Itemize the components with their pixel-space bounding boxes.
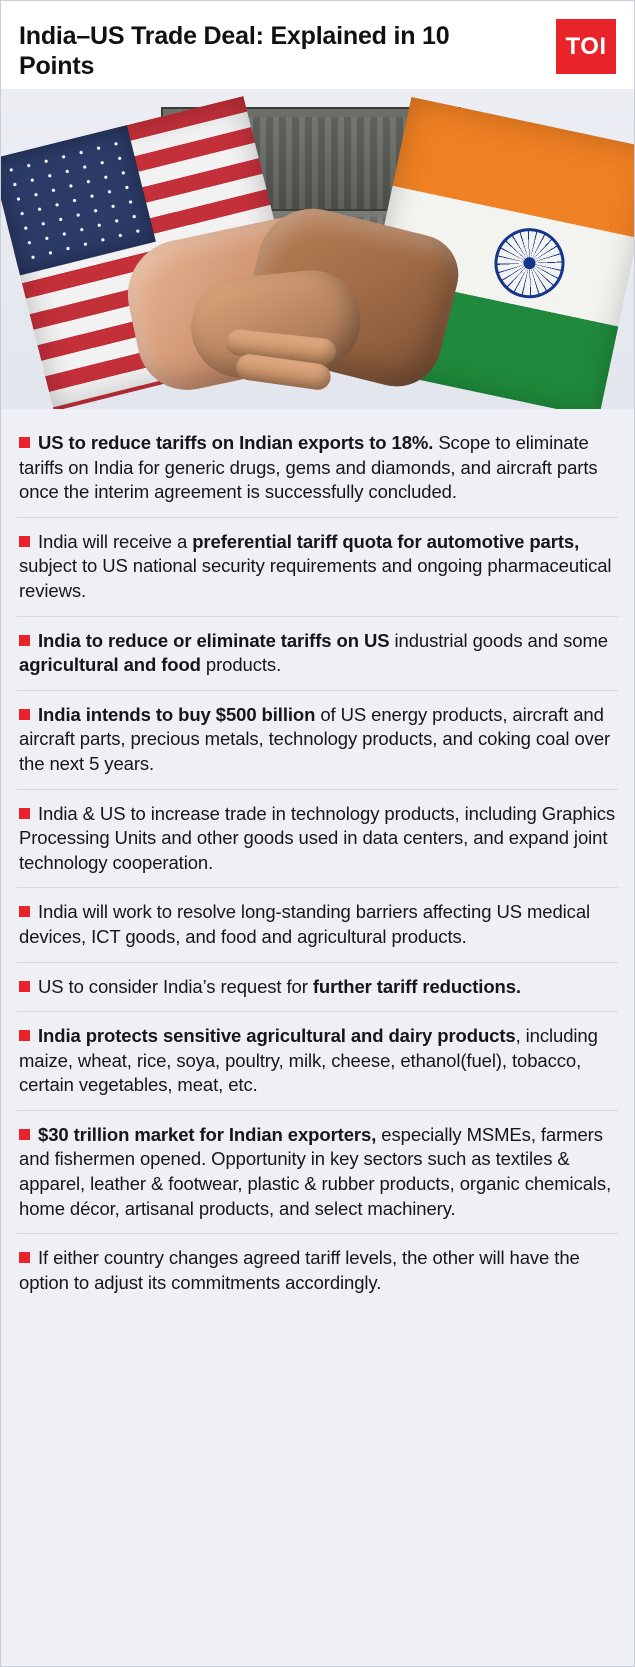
handshake-icon xyxy=(131,219,461,409)
points-list xyxy=(1,409,634,1323)
bullet-icon xyxy=(19,635,30,646)
list-item xyxy=(17,617,618,691)
point-text: If either country changes agreed tariff levels, the other will have the option to adjust its commitments accordingly. xyxy=(19,1247,580,1293)
point-text: India & US to increase trade in technology products, including Graphics Processing Units and other goods used in data centers, and expand joint technology cooperation. xyxy=(19,802,616,873)
point-text: India intends to buy $500 billion of US energy products, aircraft and aircraft parts, precious metals, technology products, and coking coal over the next 5 years. xyxy=(19,703,611,774)
bullet-icon xyxy=(19,1030,30,1041)
point-text: India to reduce or eliminate tariffs on US industrial goods and some agricultural and food products. xyxy=(19,629,608,676)
point-text: India protects sensitive agricultural and dairy products, including maize, wheat, rice, soya, poultry, milk, cheese, ethanol(fuel), tobacco, certain vegetables, meat, etc. xyxy=(19,1025,598,1096)
point-text: $30 trillion market for Indian exporters, especially MSMEs, farmers and fishermen opened. Opportunity in key sectors such as textiles & apparel, leather & footwear, plastic & rubber products, organic chemicals, home décor, artisanal products, and select machinery. xyxy=(19,1123,612,1219)
toi-logo: TOI xyxy=(556,19,616,74)
bullet-icon xyxy=(19,981,30,992)
list-item xyxy=(17,691,618,790)
bullet-icon xyxy=(19,1252,30,1263)
list-item xyxy=(17,888,618,962)
list-item xyxy=(17,518,618,617)
list-item xyxy=(17,963,618,1013)
list-item xyxy=(17,1012,618,1111)
point-text: US to consider India’s request for further tariff reductions. xyxy=(38,975,521,997)
ashoka-chakra-icon xyxy=(488,221,571,304)
list-item xyxy=(17,1111,618,1234)
bullet-icon xyxy=(19,906,30,917)
point-text: India will receive a preferential tariff quota for automotive parts, subject to US national security requirements and ongoing pharmaceutical reviews. xyxy=(19,530,612,601)
bullet-icon xyxy=(19,808,30,819)
list-item xyxy=(17,790,618,889)
bullet-icon xyxy=(19,709,30,720)
bullet-icon xyxy=(19,1129,30,1140)
point-text: India will work to resolve long-standing barriers affecting US medical devices, ICT goods, and food and agricultural products. xyxy=(19,901,591,947)
point-text: US to reduce tariffs on Indian exports to 18%. Scope to eliminate tariffs on India for generic drugs, gems and diamonds, and aircraft parts once the interim agreement is successfully concluded. xyxy=(19,432,598,503)
bullet-icon xyxy=(19,437,30,448)
bullet-icon xyxy=(19,536,30,547)
hero-image xyxy=(1,89,635,409)
header xyxy=(1,1,634,89)
list-item xyxy=(17,1234,618,1307)
list-item xyxy=(17,419,618,518)
page-title: India–US Trade Deal: Explained in 10 Points xyxy=(19,22,450,80)
us-flag-stars xyxy=(1,135,146,266)
